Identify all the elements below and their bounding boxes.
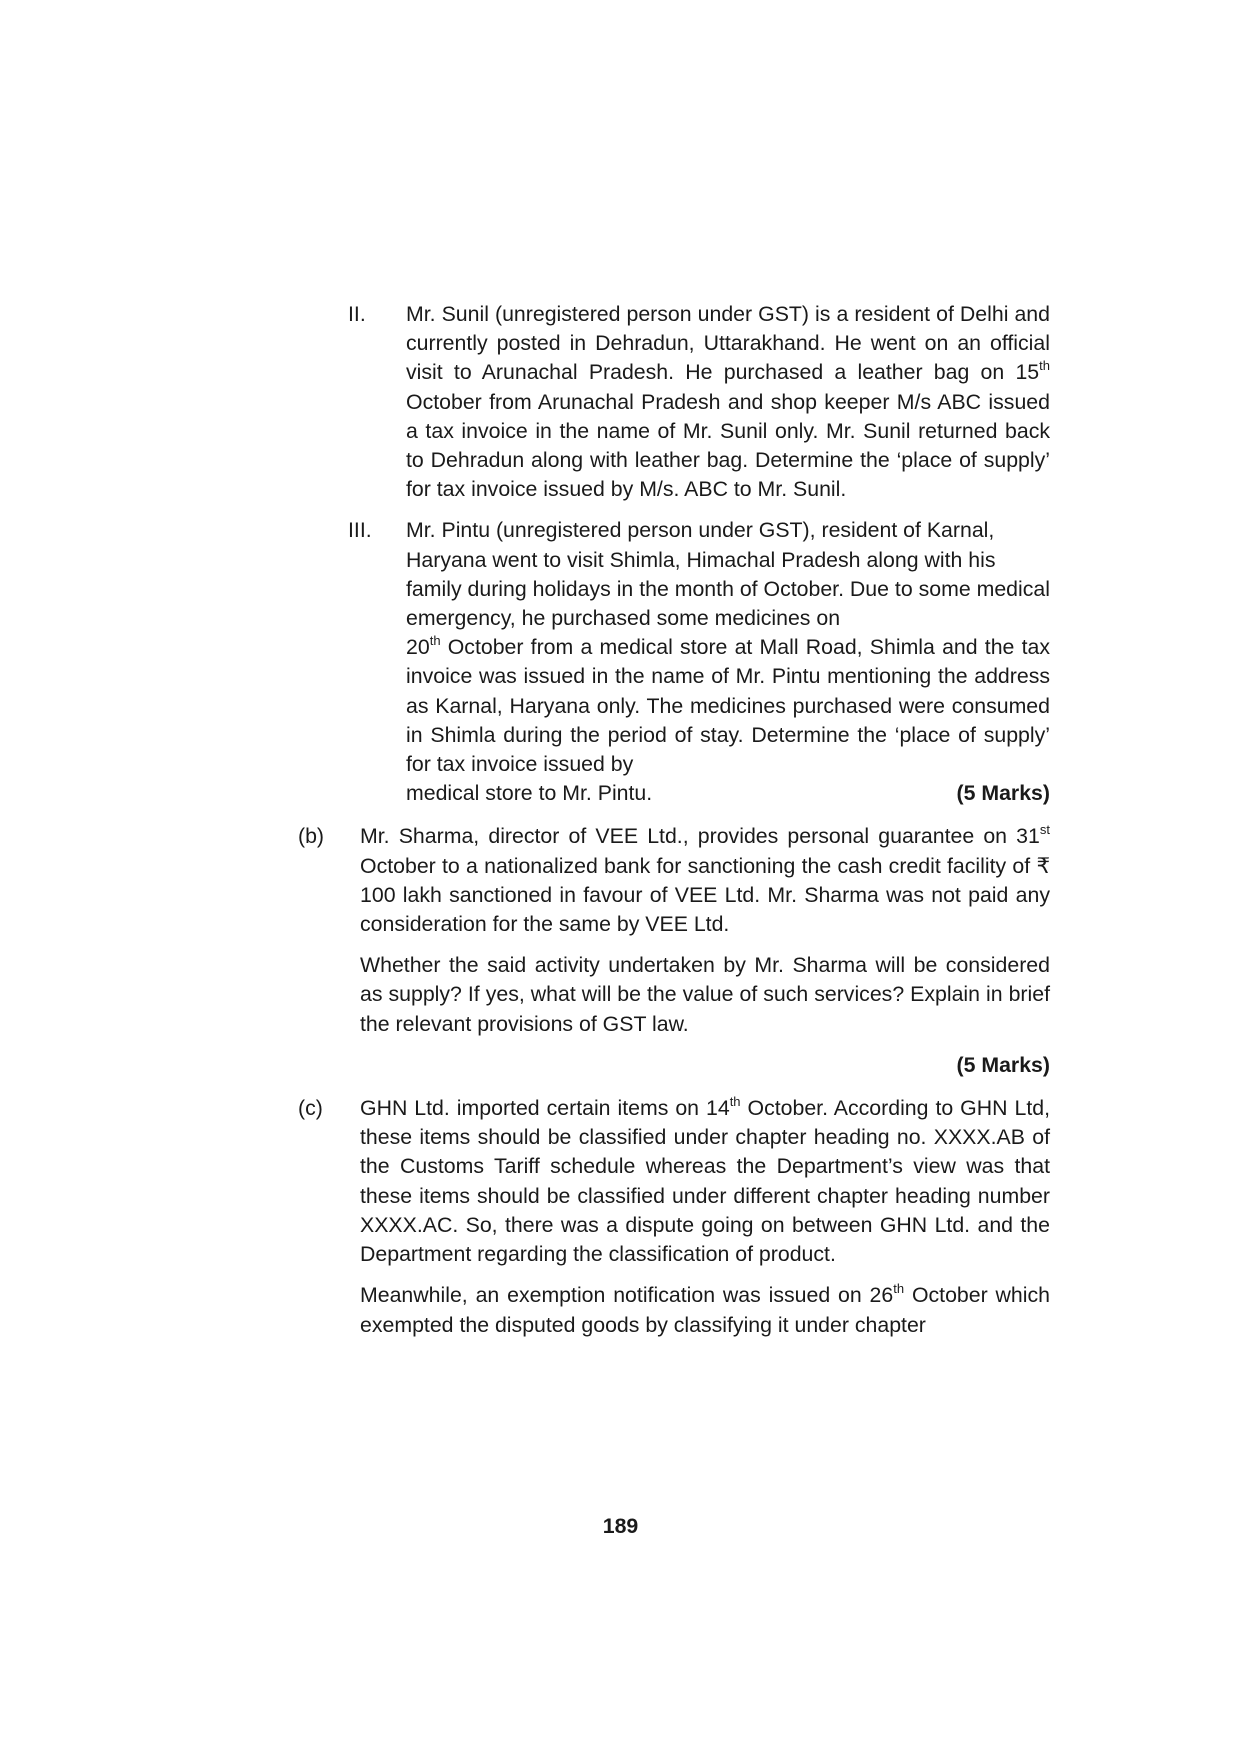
marks-label: (5 Marks) [956, 1052, 1050, 1077]
sub-question-number: II. [348, 302, 366, 326]
sub-question-number: III. [348, 518, 372, 543]
question-text: Mr. Sharma, director of VEE Ltd., provides personal guarantee on 31st October to a nationalized bank for sanctioning the cash credit facility of ₹ 100 lakh sanctioned in favour of VEE Ltd. Mr. Sharma was not paid any consideration for the same by VEE Ltd. [360, 822, 1050, 937]
question-label: (c) [298, 1096, 323, 1121]
sub-question-text: Mr. Sunil (unregistered person under GST) is a resident of Delhi and currently posted in Dehradun, Uttarakhand. He went on an official visit to Arunachal Pradesh. He purchased a leather bag on 15th October from Arunachal Pradesh and shop keeper M/s ABC issued a tax invoice in the name of Mr. Sunil only. Mr. Sunil returned back to Dehradun along with leather bag. Determine the ‘place of supply’ for tax invoice issued by M/s. ABC to Mr. Sunil. [406, 302, 1050, 502]
question-b [298, 822, 1050, 1080]
question-c [298, 1094, 1050, 1340]
sub-question-III [298, 516, 1050, 808]
question-label: (b) [298, 824, 325, 849]
sub-question-II [298, 300, 1050, 504]
sub-question-text: Mr. Pintu (unregistered person under GST), resident of Karnal, Haryana went to visit Shimla, Himachal Pradesh along with his family during holidays in the month of October. Due to some medical emergency, he purchased some medicines on [406, 518, 1050, 631]
question-text: GHN Ltd. imported certain items on 14th October. According to GHN Ltd, these items should be classified under chapter heading no. XXXX.AB of the Customs Tariff schedule whereas the Department’s view was that these items should be classified under different chapter heading number XXXX.AC. So, there was a dispute going on between GHN Ltd. and the Department regarding the classification of product. [360, 1093, 1050, 1267]
question-text-2: Meanwhile, an exemption notification was issued on 26th October which exempted the disputed goods by classifying it under chapter [360, 1281, 1050, 1337]
question-content [298, 300, 1050, 1340]
sub-question-text-continued: 20th October from a medical store at Mall Road, Shimla and the tax invoice was issued in the name of Mr. Pintu mentioning the address as Karnal, Haryana only. The medicines purchased were consumed in Shimla during the period of stay. Determine the ‘place of supply’ for tax invoice issued by [406, 633, 1050, 777]
question-text-2: Whether the said activity undertaken by Mr. Sharma will be considered as supply? If yes, what will be the value of such services? Explain in brief the relevant provisions of GST law. [360, 953, 1050, 1036]
page-number: 189 [602, 1514, 639, 1538]
marks-label: (5 Marks) [956, 781, 1050, 806]
sub-question-last-line: medical store to Mr. Pintu. (5 Marks) [406, 779, 1050, 808]
